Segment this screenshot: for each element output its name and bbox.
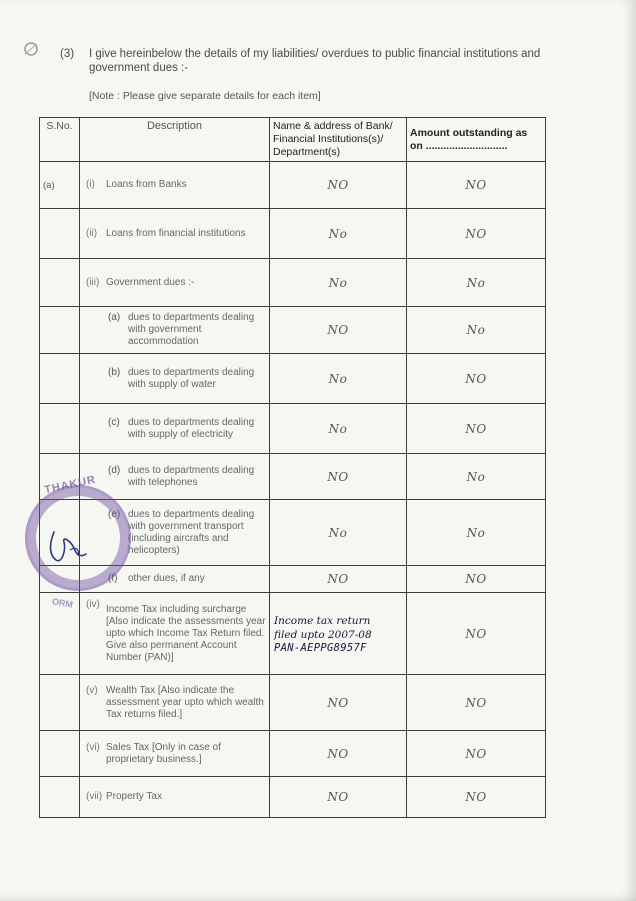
row-amount-value: NO [407,675,546,731]
intro-number: (3) [60,48,75,60]
row-roman: (v) [86,684,98,696]
row-roman: (vi) [86,741,100,753]
row-text: Government dues :- [106,276,195,288]
row-description [80,593,270,675]
table-header-row [40,118,546,162]
row-description [80,354,270,404]
stamp-bottom-text: ORM [51,596,74,610]
row-roman: (iv) [86,599,100,610]
row-text: Income Tax including surcharge [Also indicate the assessments year upto which Income Tax Return filed. Give also permanent Account Number (PAN)] [106,603,266,663]
row-name-value: NO [270,566,407,593]
row-description [80,162,270,209]
row-description [80,731,270,777]
income-tax-line1: Income tax return [274,614,371,627]
header-name-address: Name & address of Bank/ Financial Institutions(s)/ Department(s) [270,118,407,162]
intro-text: I give hereinbelow the details of my liabilities/ overdues to public financial institutions and government dues :- [89,48,541,74]
row-roman: (i) [86,179,95,190]
row-amount-value: NO [407,354,546,404]
row-text: Wealth Tax [Also indicate the assessment year upto which wealth Tax returns filed.] [106,684,264,720]
row-amount-value: NO [407,209,546,259]
row-letter: (c) [108,416,120,428]
row-letter: (e) [108,508,121,520]
row-name-value: No [270,500,407,566]
row-amount-value: NO [407,777,546,818]
row-description [80,454,270,500]
table-row [40,307,546,354]
row-amount-value: NO [407,566,546,593]
row-roman: (vii) [86,791,103,802]
table-row [40,454,546,500]
row-amount-value: NO [407,404,546,454]
row-text: dues to departments dealing with government accommodation [128,312,255,347]
header-sno: S.No. [40,118,80,162]
row-name-value: No [270,354,407,404]
row-amount-value: No [407,500,546,566]
table-row [40,731,546,777]
row-description [80,259,270,307]
row-name-value: NO [270,162,407,209]
row-description [80,777,270,818]
row-text: other dues, if any [128,573,205,584]
row-text: Sales Tax [Only in case of proprietary business.] [106,741,221,765]
header-description: Description [80,118,270,162]
table-row [40,162,546,209]
row-description [80,209,270,259]
header-amount: Amount outstanding as on ............................ [407,118,546,162]
row-text: Loans from financial institutions [106,227,246,239]
row-letter: (b) [108,366,121,378]
row-name-value [270,593,407,675]
table-row [40,593,546,675]
row-text: dues to departments dealing with supply of water [128,366,255,390]
row-text: Loans from Banks [106,179,187,190]
row-text: dues to departments dealing with supply of electricity [128,416,255,440]
row-letter: (d) [108,464,121,476]
row-name-value: No [270,404,407,454]
table-row [40,404,546,454]
row-description [80,404,270,454]
row-name-value: No [270,209,407,259]
row-description [80,307,270,354]
row-name-value: NO [270,731,407,777]
table-row [40,675,546,731]
row-name-value: NO [270,675,407,731]
row-description [80,675,270,731]
table-row [40,354,546,404]
row-amount-value: NO [407,593,546,675]
row-amount-value: NO [407,162,546,209]
income-tax-line2: filed upto 2007-08 [274,628,372,641]
row-name-value: NO [270,454,407,500]
row-roman: (ii) [86,227,98,239]
row-amount-value: NO [407,731,546,777]
row-text: Property Tax [106,791,162,802]
pan-number: PAN-AEPPG8957F [274,641,367,654]
row-letter: (a) [108,312,121,323]
signature-icon [40,520,100,570]
intro-note: [Note : Please give separate details for each item] [89,90,321,102]
table-row [40,777,546,818]
row-amount-value: No [407,454,546,500]
row-roman: (iii) [86,276,100,288]
row-letter: (f) [108,573,118,584]
row-amount-value: No [407,307,546,354]
row-name-value: NO [270,777,407,818]
table-row [40,209,546,259]
row-amount-value: No [407,259,546,307]
stamp-top-text: THAKUR [43,473,98,497]
row-text: dues to departments dealing with telephones [128,464,255,488]
row-name-value: No [270,259,407,307]
row-name-value: NO [270,307,407,354]
row-text: dues to departments dealing with government transport (including aircrafts and helicopters) [128,508,255,556]
table-row [40,259,546,307]
row-sno: (a) [40,162,80,209]
liabilities-table [39,117,546,818]
staple-mark-icon [22,40,40,58]
